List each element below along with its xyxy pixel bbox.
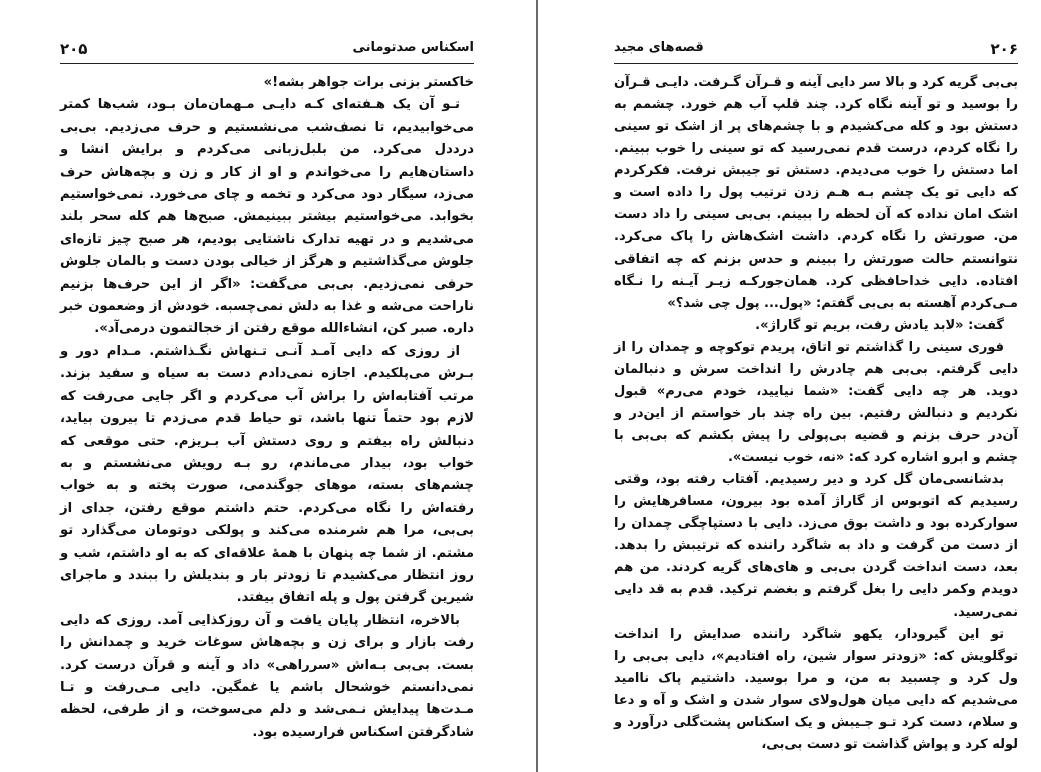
right-running-title: قصه‌های مجید	[614, 40, 704, 55]
left-paragraph-4: بالاخره، انتظار پایان یافت و آن روزکذایی آمد. روزی که دایی رفت بازار و برای زن و بچه‌هاش سوغات خرید و چمدانش را بست. بی‌بی بـه‌اش «سرراهی» داد و آینه و قرآن درست کرد. نمی‌دانستم خوشحال باشم یا غمگین. دایی مـی‌رفت و تـا مـدت‌ها پیدایش نـمی‌شد و دلم می‌سوخت، و از طرفی، لحظه شادگرفتن اسکناس فرارسیده بود.	[60, 612, 474, 740]
right-page	[538, 0, 1041, 772]
right-paragraph-4: بدشانسی‌مان گل کرد و دیر رسیدیم. آفتاب رفته بود، وقتی رسیدیم که اتوبوس از گاراژ آمده بود بیرون، مسافرهایش را سوارکرده بود و داشت بوق می‌زد. دایی با دستپاچگی چمدان را از دست من گرفت و داد به شاگرد راننده که ترتیبش را بدهد. بعد، دست انداخت گردن بی‌بی و های‌های گریه کردند. من هم دویدم وکمر دایی را بغل گرفتم و بغضم ترکید. قدم به قد دایی نمی‌رسید.	[614, 472, 1018, 620]
right-paragraph-5: تو این گیرودار، یکهو شاگرد راننده صدایش را انداخت توگلویش که: «زودتر سوار شین، راه افتادیم»، دایی بی‌بی را ول کرد و چسبید به من، و مرا بوسید. داشتیم پاک ناامید می‌شدیم که دایی میان هول‌ولای سوار شدن و اشک و آه و دعا و سلام، دست کرد تـو جـیبش و یک اسکناس پشت‌گلی درآورد و لوله کرد و پواش گذاشت تو دست بی‌بی،	[614, 626, 1018, 752]
right-page-header	[614, 40, 1018, 64]
right-paragraph-2: گفت: «لابد یادش رفت، بریم تو گاراژ».	[755, 317, 1004, 333]
left-page-number: ۲۰۵	[60, 40, 88, 58]
right-paragraph-1: بی‌بی گریه کرد و بالا سر دایی آینه و قـرآن گـرفت. دایـی قـرآن را بوسید و تو آینه نگاه کرد. چند قلپ آب هم خورد. چشمم به دستش بود و کله می‌کشیدم و با چشم‌های پر از اشک تو سینی را نگاه کردم، درست قدم نمی‌رسید که تو سینی را خوب ببینم. اما دستش را خوب می‌دیدم. دستش تو جیبش نرفت. فکرکردم که دایی تو یک چشم بـه هـم زدن ترتیب پول را داده است و اشک امان نداده که آن لحظه را ببینم. بی‌بی سینی را داد دست من. صورتش را نگاه کردم. داشت اشک‌هاش را پاک می‌کرد. نتوانستم حالت صورتش را ببینم و حدس بزنم که چه اتفاقی افتاده. دایی خداحافظی کرد. همان‌جورکـه زیـر آیـنه را نـگاه مـی‌کردم آهسته به بی‌بی گفتم: «پول... پول چی شد؟»	[614, 75, 1018, 311]
right-header-rule	[614, 63, 1018, 64]
right-page-body	[614, 72, 1018, 756]
right-page-number: ۲۰۶	[990, 40, 1018, 58]
left-running-title: اسکناس صدتومانی	[352, 40, 474, 55]
left-paragraph-1: خاکستر بزنی برات جواهر بشه!»	[263, 75, 474, 90]
left-page-body	[60, 72, 474, 744]
left-header-rule	[60, 63, 474, 64]
left-paragraph-2: تـو آن یک هـفته‌ای کـه دایـی مـهمان‌مان بـود، شب‌ها کمتر می‌خوابیدیم، تا نصف‌شب می‌نشستیم و حرف می‌زدیم. بی‌بی درددل می‌کرد. من بلبل‌زبانی می‌کردم و برایش انشا و داستان‌هایم را می‌خواندم و او از کار و زن و بچه‌هاش حرف می‌زد، سیگار دود می‌کرد و تخمه و چای می‌خورد. نمی‌خواستیم بخوابد. می‌خواستیم بیشتر ببینیمش. صبح‌ها هم کله سحر بلند می‌شدیم و در تهیه تدارک ناشتایی بودیم، هر صبح چیز تازه‌ای جلوش می‌گذاشتیم و هرگز از خیالی بودن دست و بالمان جلوش حرفی نمی‌زدیم. بی‌بی می‌گفت: «اگر از این حرف‌ها بزنیم ناراحت می‌شه و غذا به دلش نمی‌چسبه. خودش از وضعمون خبر داره. صبر کن، انشاءالله موقع رفتن از خجالتمون درمی‌آد».	[60, 97, 474, 337]
left-paragraph-3: از روزی که دایی آمـد آنـی تـنهاش نگـذاشتم. مـدام دور و بـرش می‌پلکیدم. اجازه نمی‌دادم دست به سیاه و سفید بزند. مرتب آفتابه‌اش را براش آب می‌کردم و اگر جایی می‌رفت که لازم بود حتماً تنها باشد، تو حیاط قدم می‌زدم تا بیرون بیاید، دنبالش راه بیفتم و روی دستش آب بـریزم. حتی موقعی که خواب بود، بیدار می‌ماندم، رو بـه رویش می‌نشستم و به چشم‌های بسته، موهای جوگندمی، صورت پخته و به خواب رفته‌اش را نگاه می‌کردم. حتم داشتم موقع رفتن، جدای از بی‌بی، مرا هم شرمنده می‌کند و پولکی دوتومان می‌گذارد تو مشتم. از شما چه پنهان با همهٔ علاقه‌ای که به او داشتم، شب و روز انتظار می‌کشیدم تا زودتر بار و بندیلش را ببندد و ماجرای شیرین گرفتن پول و پله اتفاق بیفتد.	[60, 343, 474, 606]
right-paragraph-3: فوری سینی را گذاشتم تو اتاق، پریدم توکوچه و چمدان را از دایی گرفتم. بی‌بی هم چادرش را انداخت سرش و دنبالمان دوید. هر چه دایی گفت: «شما نیایید، خودم می‌رم» قبول نکردیم و دنبالش رفتیم. بین راه چند بار خواستم از این‌در و آن‌در حرف بزنم و قضیه بی‌پولی را پیش بکشم که بی‌بی با چشم و ابرو اشاره کرد که: «نه، خوب نیست».	[614, 339, 1018, 466]
left-page-header	[60, 40, 474, 64]
